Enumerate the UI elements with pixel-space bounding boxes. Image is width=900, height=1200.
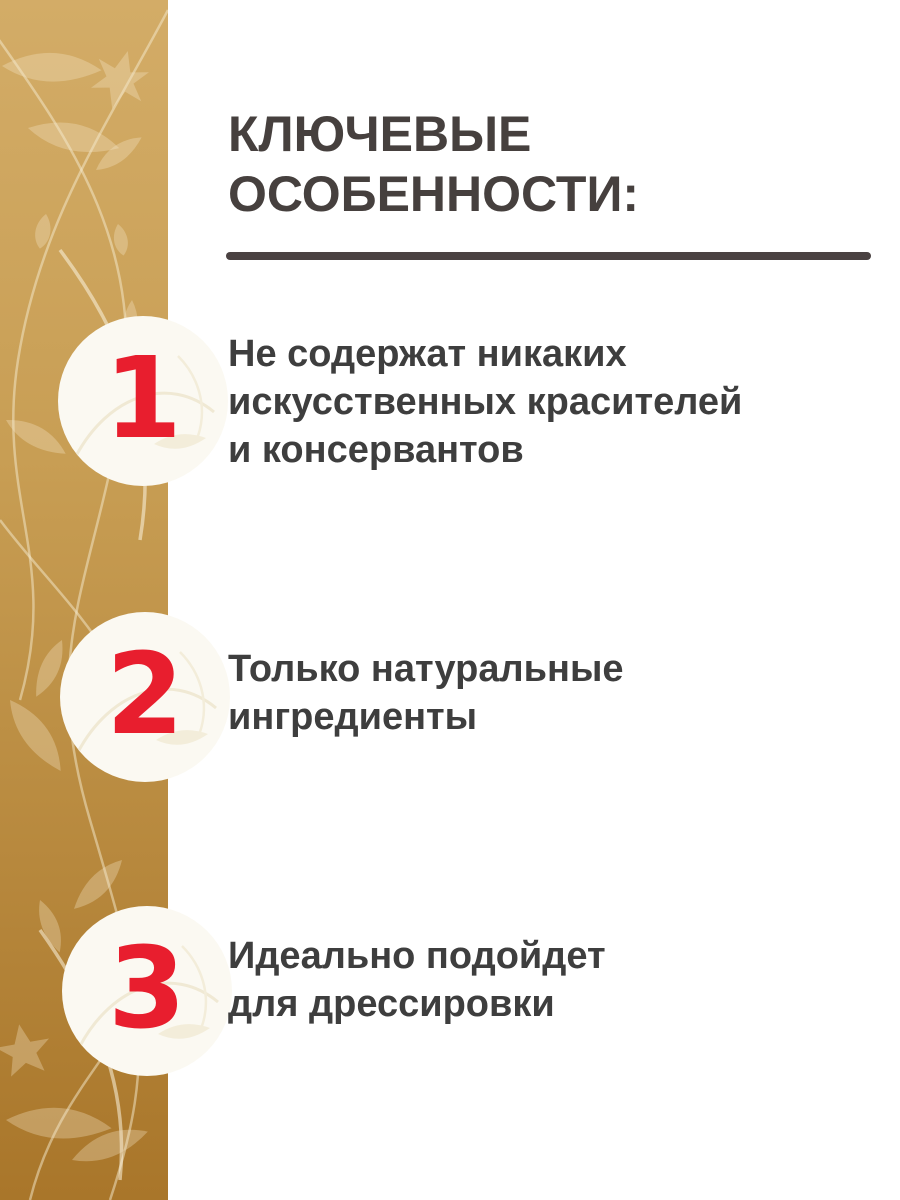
- title-underline: [226, 252, 871, 260]
- feature-text-line: искусственных красителей: [228, 381, 743, 423]
- feature-text-line: и консервантов: [228, 429, 524, 471]
- feature-text-line: Не содержат никаких: [228, 333, 627, 375]
- feature-1-badge: [58, 316, 228, 486]
- page-title: [228, 104, 639, 224]
- page-title-line-2: ОСОБЕННОСТИ:: [228, 166, 640, 222]
- feature-text-line: Идеально подойдет: [228, 935, 606, 977]
- feature-3-number: 3: [108, 924, 186, 1054]
- feature-2-number: 2: [106, 630, 184, 760]
- page-title-line-1: КЛЮЧЕВЫЕ: [228, 106, 532, 162]
- feature-2-text: [228, 645, 624, 741]
- feature-text-line: Только натуральные: [228, 648, 624, 690]
- feature-text-line: ингредиенты: [228, 696, 478, 738]
- feature-2-badge: [60, 612, 230, 782]
- feature-text-line: для дрессировки: [228, 983, 555, 1025]
- feature-1-text: [228, 330, 742, 474]
- feature-3-text: [228, 932, 606, 1028]
- feature-3-badge: [62, 906, 232, 1076]
- feature-1-number: 1: [104, 334, 182, 464]
